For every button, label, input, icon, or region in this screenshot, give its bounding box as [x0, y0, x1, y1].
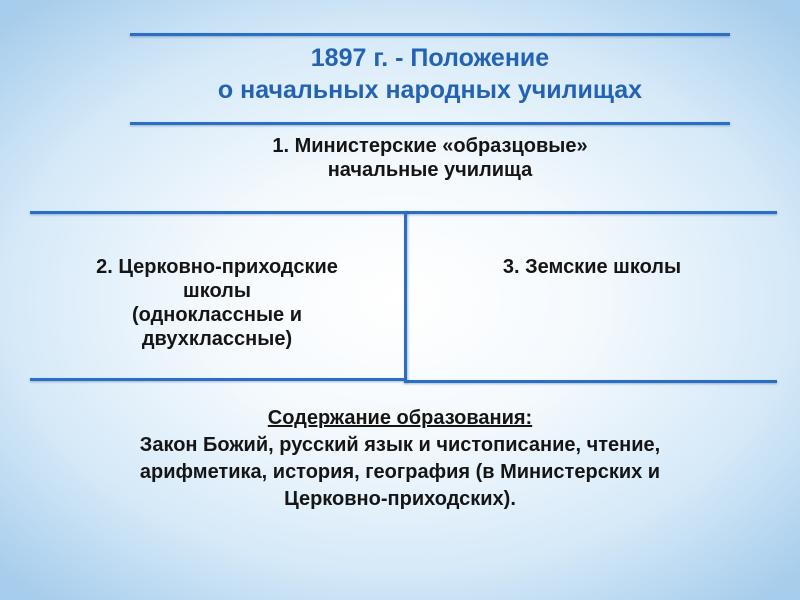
zemstvo-schools-box: [407, 255, 777, 279]
title-top-divider: [130, 33, 730, 36]
parish-schools-line-2: школы: [183, 280, 251, 302]
title-bottom-divider: [130, 122, 730, 125]
bottom-divider-left: [30, 378, 406, 381]
zemstvo-schools-line-1: 3. Земские школы: [502, 256, 682, 278]
parish-schools-box: [30, 255, 404, 351]
bottom-divider-right: [404, 380, 777, 383]
ministerial-schools-line-1: 1. Министерские «образцовые»: [272, 135, 588, 157]
parish-schools-line-4: двухклассные): [141, 328, 293, 350]
education-content-line-1: Закон Божий, русский язык и чистописание, чтение,: [139, 434, 661, 456]
column-divider: [404, 211, 407, 383]
ministerial-schools-line-2: начальные училища: [327, 159, 533, 181]
education-content-line-3: Церковно-приходских).: [284, 488, 516, 510]
education-content: [30, 405, 770, 513]
parish-schools-line-3: (одноклассные и: [131, 304, 303, 326]
title-line-2: о начальных народных училищах: [217, 76, 643, 104]
education-content-line-2: арифметика, история, география (в Министерских и: [139, 461, 661, 483]
ministerial-schools-box: [130, 134, 730, 182]
page-title: [130, 42, 730, 106]
title-line-1: 1897 г. - Положение: [310, 44, 550, 72]
parish-schools-line-1: 2. Церковно-приходские: [96, 256, 338, 278]
education-content-heading: Содержание образования:: [267, 407, 533, 429]
